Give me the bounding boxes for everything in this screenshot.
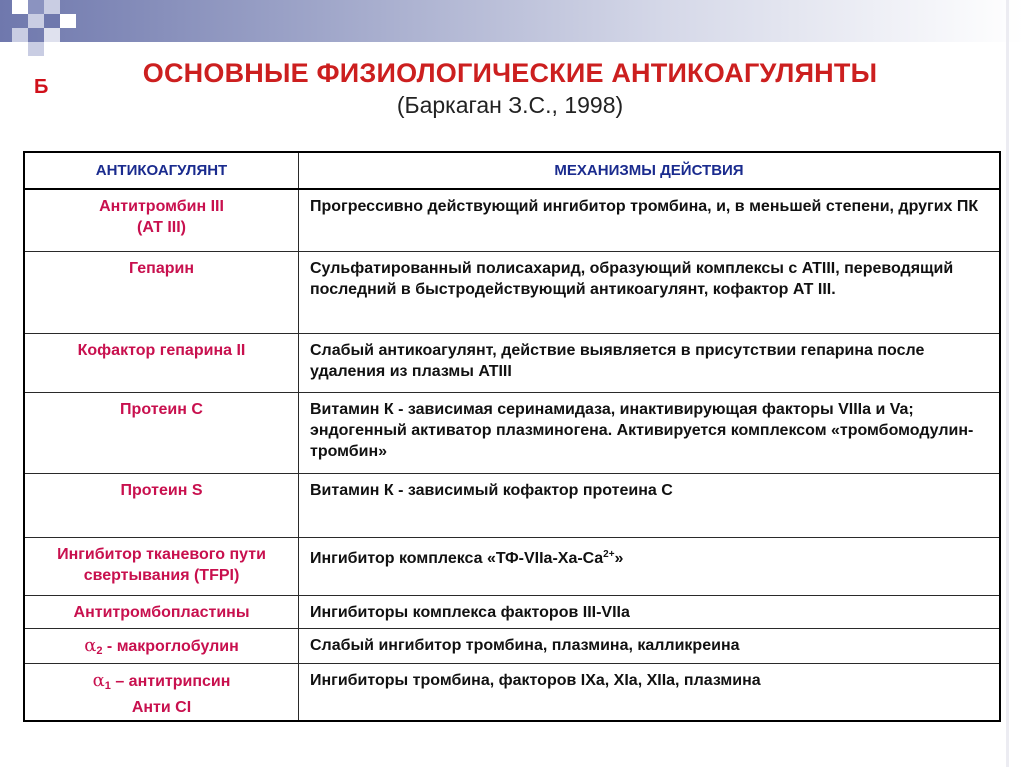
mechanism-text: Витамин К - зависимая серинамидаза, инактивирующая факторы VIIIa и Va; эндогенный активатор плазминогена. Активируется комплексом «тромбомодулин- тромбин» (299, 392, 1001, 473)
anticoagulant-name: Протеин S (24, 473, 299, 537)
table-row (24, 473, 1000, 537)
table-row (24, 333, 1000, 392)
anticoagulant-name: Протеин С (24, 392, 299, 473)
mechanism-text-end: » (614, 549, 624, 567)
anticoagulant-name: Антитромбопластины (24, 595, 299, 628)
mechanism-text: Слабый ингибитор тромбина, плазмина, калликреина (299, 628, 1001, 663)
table-row (24, 251, 1000, 333)
decor-square-7 (12, 28, 28, 42)
mechanism-text: Ингибиторы комплекса факторов III-VIIa (299, 595, 1001, 628)
anticoagulant-name: Ингибитор тканевого пути свертывания (TFPI) (24, 537, 299, 595)
anticoagulant-name (24, 189, 299, 251)
anticoagulant-name (24, 628, 299, 663)
anticoagulant-name (24, 663, 299, 721)
right-border-line (1006, 0, 1009, 767)
top-decorative-bar (0, 0, 1024, 42)
mechanism-text: Витамин К - зависимый кофактор протеина С (299, 473, 1001, 537)
page-subtitle: (Баркаган З.С., 1998) (396, 92, 624, 118)
decor-square-1 (12, 0, 28, 14)
superscript-charge: 2+ (603, 548, 615, 560)
anticoagulants-table (23, 151, 1001, 722)
table-row (24, 189, 1000, 251)
anticoagulant-name: Кофактор гепарина II (24, 333, 299, 392)
decor-square-9 (28, 42, 44, 56)
alpha-subscript: 2 (96, 644, 103, 657)
name-text: - макроглобулин (102, 637, 239, 655)
alpha-symbol: α (92, 669, 105, 691)
name-text: – антитрипсин (110, 672, 231, 690)
table-row (24, 595, 1000, 628)
anticoagulant-name: Гепарин (24, 251, 299, 333)
alpha-symbol: α (84, 634, 97, 656)
table-row (24, 392, 1000, 473)
mechanism-text-main: Ингибитор комплекса «ТФ-VIIa-Xa-Ca (310, 549, 604, 567)
alpha-subscript: 1 (104, 679, 111, 692)
mechanism-text: Прогрессивно действующий ингибитор тромбина, и, в меньшей степени, других ПК (299, 189, 1001, 251)
mechanism-text: Ингибиторы тромбина, факторов IXa, XIa, XIIa, плазмина (299, 663, 1001, 721)
name-text: Антитромбин III (99, 198, 224, 215)
decor-square-2 (28, 0, 44, 14)
decor-square-5 (44, 14, 60, 28)
decor-square-6 (60, 14, 76, 28)
column-header-mechanism: МЕХАНИЗМЫ ДЕЙСТВИЯ (299, 152, 1001, 189)
decor-square-4 (28, 14, 44, 28)
name-text-line2: (АТ III) (137, 219, 186, 236)
table-row (24, 628, 1000, 663)
table-row (24, 663, 1000, 721)
table-row (24, 537, 1000, 595)
decor-square-3 (44, 0, 60, 14)
mechanism-text: Слабый антикоагулянт, действие выявляется в присутствии гепарина после удаления из плазмы ATIII (299, 333, 1001, 392)
mechanism-text (299, 537, 1001, 595)
page-title: ОСНОВНЫЕ ФИЗИОЛОГИЧЕСКИЕ АНТИКОАГУЛЯНТЫ (142, 58, 878, 88)
mechanism-text: Сульфатированный полисахарид, образующий комплексы с ATIII, переводящий последний в быстродействующий антикоагулянт, кофактор АТ III. (299, 251, 1001, 333)
slide-letter: Б (34, 76, 49, 98)
column-header-anticoagulant: АНТИКОАГУЛЯНТ (24, 152, 299, 189)
name-text-line2: Анти CI (131, 698, 192, 716)
table-header-row (24, 152, 1000, 189)
decor-square-8 (44, 28, 60, 42)
